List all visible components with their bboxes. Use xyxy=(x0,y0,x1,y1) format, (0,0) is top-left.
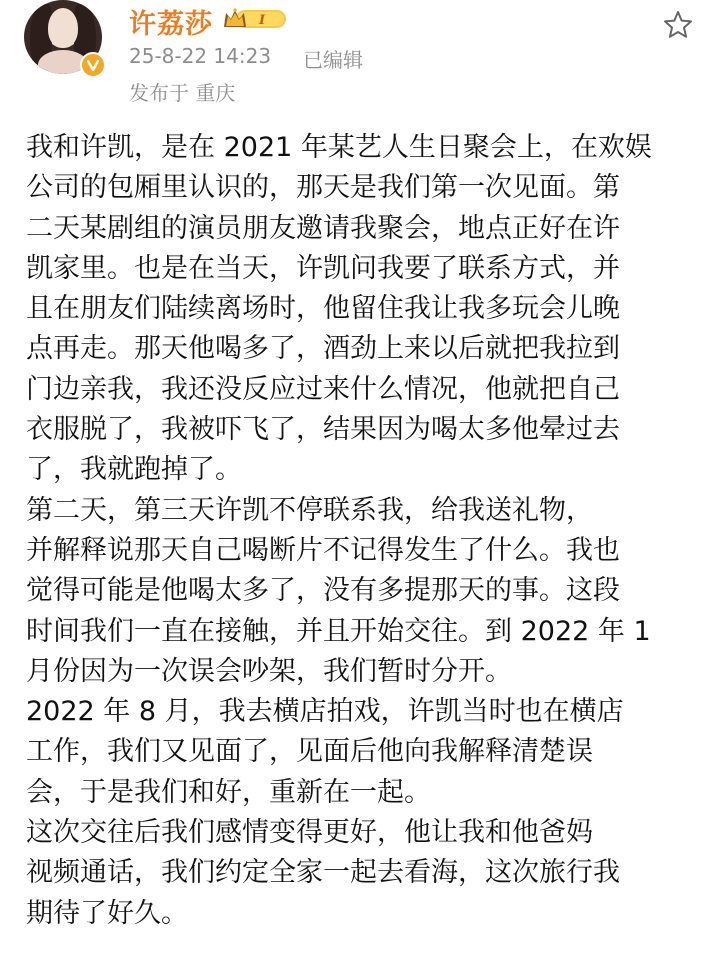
post-line: 2022 年 8 月，我去横店拍戏，许凯当时也在横店 xyxy=(26,696,624,728)
post-line: 视频通话，我们约定全家一起去看海，这次旅行我 xyxy=(26,857,620,889)
post-line: 月份因为一次误会吵架，我们暂时分开。 xyxy=(26,655,512,687)
star-outline-icon[interactable] xyxy=(662,9,694,41)
post-line: 公司的包厢里认识的，那天是我们第一次见面。第 xyxy=(26,172,620,204)
post-line: 这次交往后我们感情变得更好，他让我和他爸妈 xyxy=(26,817,593,849)
post-line: 并解释说那天自己喝断片不记得发生了什么。我也 xyxy=(26,534,620,566)
svg-text:I: I xyxy=(258,13,266,28)
post-line: 点再走。那天他喝多了，酒劲上来以后就把我拉到 xyxy=(26,333,620,365)
post-location: 发布于 重庆 xyxy=(129,81,236,105)
post-line: 期待了好久。 xyxy=(26,897,188,929)
post-line: 凯家里。也是在当天，许凯问我要了联系方式，并 xyxy=(26,252,620,284)
username[interactable]: 许荔莎 xyxy=(129,9,213,40)
post-line: 门边亲我，我还没反应过来什么情况，他就把自己 xyxy=(26,373,620,405)
post-line: 二天某剧组的演员朋友邀请我聚会，地点正好在许 xyxy=(26,212,620,244)
post-line: 工作，我们又见面了，见面后他向我解释清楚误 xyxy=(26,736,593,768)
post-line: 我和许凯，是在 2021 年某艺人生日聚会上，在欢娱 xyxy=(26,132,652,163)
post-line: 了，我就跑掉了。 xyxy=(26,454,242,486)
verified-icon xyxy=(80,52,106,78)
edited-label[interactable]: 已编辑 xyxy=(303,48,363,72)
post-line: 时间我们一直在接触，并且开始交往。到 2022 年 1 xyxy=(26,615,651,647)
post-line: 且在朋友们陆续离场时，他留住我让我多玩会儿晚 xyxy=(26,293,620,325)
post-line: 第二天，第三天许凯不停联系我，给我送礼物， xyxy=(26,494,593,526)
post-line: 会，于是我们和好，重新在一起。 xyxy=(26,776,431,808)
post-time: 25-8-22 14:23 xyxy=(129,44,272,68)
post-body xyxy=(26,128,716,934)
post-header xyxy=(0,0,720,120)
post-line: 衣服脱了，我被吓飞了，结果因为喝太多他晕过去 xyxy=(26,414,620,446)
avatar-face xyxy=(48,8,78,48)
vip-crown-badge-icon[interactable] xyxy=(222,7,288,31)
post-line: 觉得可能是他喝太多了，没有多提那天的事。这段 xyxy=(26,575,620,607)
